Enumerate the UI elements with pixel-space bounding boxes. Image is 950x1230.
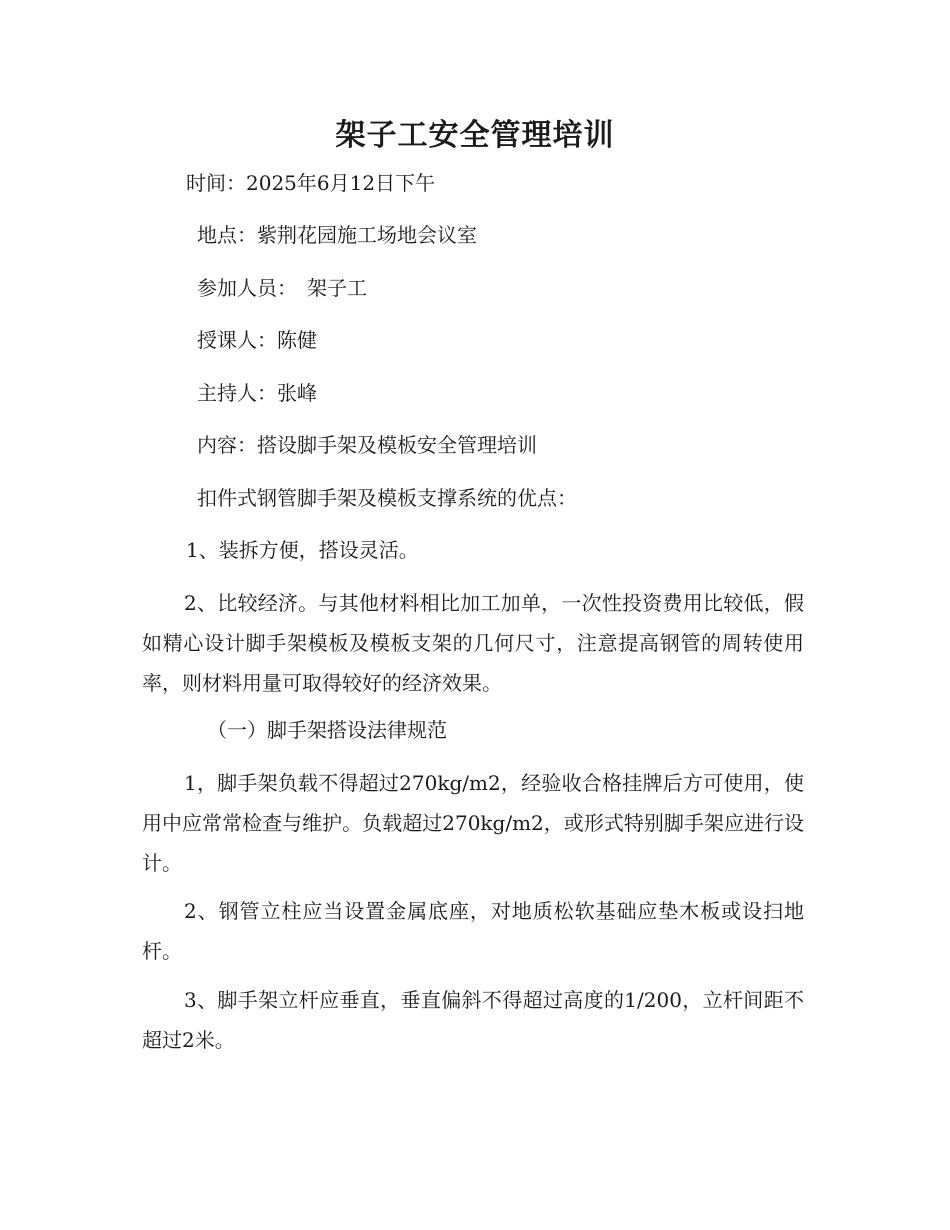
meta-time: 时间：2025年6月12日下午 [186, 171, 436, 195]
advantage-item-2: 2、比较经济。与其他材料相比加工加单，一次性投资费用比较低，假如精心设计脚手架模板及模板支架的几何尺寸，注意提高钢管的周转使用率，则材料用量可取得较好的经济效果。 [142, 591, 804, 695]
meta-lecturer: 授课人：陈健 [197, 328, 317, 352]
advantages-heading: 扣件式钢管脚手架及模板支撑系统的优点： [197, 486, 577, 510]
rule-item-1: 1，脚手架负载不得超过270kg/m2，经验收合格挂牌后方可使用，使用中应常常检查与维护。负载超过270kg/m2，或形式特别脚手架应进行设计。 [142, 771, 804, 875]
rule-item-2: 2、钢管立柱应当设置金属底座，对地质松软基础应垫木板或设扫地杆。 [142, 899, 804, 963]
meta-participants: 参加人员： 架子工 [197, 276, 367, 300]
meta-host: 主持人：张峰 [197, 381, 317, 405]
advantage-item-1: 1、装拆方便，搭设灵活。 [186, 538, 419, 562]
meta-content: 内容：搭设脚手架及模板安全管理培训 [197, 433, 537, 457]
rule-item-3: 3、脚手架立杆应垂直，垂直偏斜不得超过高度的1/200，立杆间距不超过2米。 [142, 988, 804, 1052]
section-heading: （一）脚手架搭设法律规范 [207, 718, 447, 742]
meta-location: 地点：紫荆花园施工场地会议室 [197, 223, 477, 247]
document-title: 架子工安全管理培训 [335, 118, 615, 153]
